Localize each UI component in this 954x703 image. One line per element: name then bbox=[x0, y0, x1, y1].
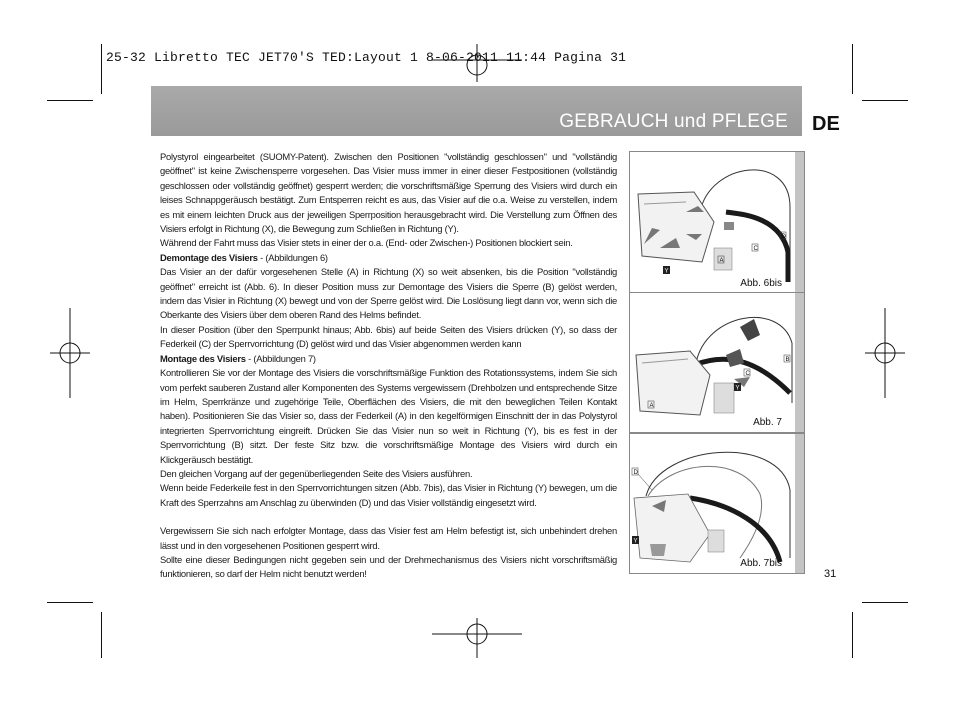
paragraph: Vergewissern Sie sich nach erfolgter Montage, dass das Visier fest am Helm befestigt ist, sich unbehindert drehen lässt und in den vorgesehenen Positionen gesperrt wird. bbox=[160, 525, 617, 551]
figure-caption: Abb. 7 bbox=[753, 417, 782, 428]
registration-mark-left bbox=[50, 308, 90, 398]
figure-caption: Abb. 6bis bbox=[740, 278, 782, 289]
paragraph: Während der Fahrt muss das Visier stets in einer der o.a. (End- oder Zwischen-) Positionen blockiert sein. bbox=[160, 237, 573, 249]
subheading-demontage-title: Demontage des Visiers bbox=[160, 251, 258, 263]
figure-label-a: A bbox=[719, 258, 724, 264]
registration-mark-bottom bbox=[432, 618, 522, 658]
paragraph: Kontrollieren Sie vor der Montage des Visiers die vorschriftsmäßige Funktion des Rotationssystems, indem Sie sich vom perfekt sauberen Zustand aller Komponenten des Systems vergewissern (Drehbolzen und entsprechende Sitze im Helm, Sperrkränze und zugehörige Teile, Oberflächen des Visiers, die mit den beweglichen Teilen Kontakt haben). Positionieren Sie das Visier so, dass der Federkeil (A) in den kegelförmigen Einschnitt der in das Polystyrol integrierten Sperrvorrichtung eingreift. Drücken Sie das Visier nun so weit in Richtung (Y), bis es fest in der Sperrvorrichtung (B) sitzt. Der feste Sitz bzw. die vorschriftsmäßige Montage des Visiers wird durch ein Klickgeräusch bestätigt. bbox=[160, 367, 617, 465]
registration-mark-right bbox=[865, 308, 905, 398]
body-text bbox=[160, 150, 617, 582]
header-band bbox=[151, 86, 802, 136]
helmet-illustration-visor-removal bbox=[630, 152, 804, 293]
page-number: 31 bbox=[824, 568, 837, 580]
figure-label-c: C bbox=[745, 371, 750, 377]
figure-label-b: B bbox=[785, 357, 790, 363]
paragraph-gap bbox=[160, 510, 617, 524]
figure-caption: Abb. 7bis bbox=[740, 558, 782, 569]
paragraph: Wenn beide Federkeile fest in den Sperrvorrichtungen sitzen (Abb. 7bis), das Visier in Richtung (Y) bewegen, um die Kraft des Sperrzahns am Anschlag zu überwinden (D) und das Visier vollständig eingesetzt wird. bbox=[160, 482, 617, 508]
subheading-montage-title: Montage des Visiers bbox=[160, 352, 246, 364]
subheading-demontage bbox=[160, 251, 617, 265]
figure-label-a: A bbox=[649, 403, 654, 409]
figure-abb-6bis bbox=[629, 151, 805, 294]
figure-label-d: D bbox=[633, 470, 638, 476]
helmet-illustration-visor-locked bbox=[630, 434, 804, 573]
section-title: GEBRAUCH und PFLEGE bbox=[559, 111, 788, 132]
crop-mark-tl-vertical bbox=[101, 44, 102, 94]
figure-label-y: Y bbox=[664, 268, 669, 275]
crop-mark-bl-horizontal bbox=[47, 602, 93, 603]
printer-slug: 25-32 Libretto TEC JET70'S TED:Layout 1 8-06-2011 11:44 Pagina 31 bbox=[106, 50, 627, 65]
subheading-montage-ref: - (Abbildungen 7) bbox=[245, 352, 316, 364]
crop-mark-tr-vertical bbox=[852, 44, 853, 94]
figure-abb-7bis bbox=[629, 433, 805, 574]
figure-label-y: Y bbox=[633, 538, 638, 545]
paragraph: Das Visier an der dafür vorgesehenen Stelle (A) in Richtung (X) so weit absenken, bis die Position "vollständig geöffnet" erreicht ist (Abb. 6). In dieser Position muss zur Demontage des Visiers die Sperre (B) gelöst werden, indem das Visier in Richtung (X) bewegt und von der Sperre gelöst wird. Die Loslösung liegt dann vor, wenn sich die Oberkante des Visiers über dem oberen Rand des Helms befindet. bbox=[160, 266, 617, 321]
crop-mark-br-horizontal bbox=[862, 602, 908, 603]
language-code: DE bbox=[812, 113, 840, 135]
paragraph: Polystyrol eingearbeitet (SUOMY-Patent). Zwischen den Positionen "vollständig geschlossen" und "vollständig geöffnet" ist keine Zwischensperre vorgesehen. Das Visier muss immer in einer dieser Festpositionen (vollständig geschlossen oder vollständig geöffnet) gesperrt werden; die vorschriftsmäßige Sperrung des Visiers wird durch ein leises Schnappgeräusch bestätigt. Zum Entsperren reicht es aus, das Visier auf die o.a. Weise zu verstellen, indem es mit einem leichten Druck aus der jeweiligen Sperrposition herausgebracht wird. Die Verstellung zum Öffnen des Visiers erfolgt in Richtung (X), die Bewegung zum Schließen in Richtung (Y). bbox=[160, 151, 617, 235]
registration-mark-top bbox=[432, 38, 522, 82]
crop-mark-tl-horizontal bbox=[47, 100, 93, 101]
helmet-illustration-visor-mounting bbox=[630, 293, 804, 432]
subheading-demontage-ref: - (Abbildungen 6) bbox=[257, 251, 328, 263]
paragraph: In dieser Position (über den Sperrpunkt hinaus; Abb. 6bis) auf beide Seiten des Visiers drücken (Y), so dass der Federkeil (C) der Sperrvorrichtung (D) gelöst wird und das Visier abgenommen werden kann bbox=[160, 323, 617, 350]
figure-label-y: Y bbox=[735, 385, 740, 392]
paragraph: Den gleichen Vorgang auf der gegenüberliegenden Seite des Visiers ausführen. bbox=[160, 467, 473, 479]
paragraph: Sollte eine dieser Bedingungen nicht gegeben sein und der Drehmechanismus des Visiers nicht vorschriftsmäßig funktionieren, so darf der Helm nicht benutzt werden! bbox=[160, 553, 617, 580]
figure-abb-7 bbox=[629, 292, 805, 433]
crop-mark-tr-horizontal bbox=[862, 100, 908, 101]
figure-label-d: D bbox=[781, 234, 786, 240]
crop-mark-br-vertical bbox=[852, 612, 853, 658]
crop-mark-bl-vertical bbox=[101, 612, 102, 658]
figure-label-c: C bbox=[753, 246, 758, 252]
subheading-montage bbox=[160, 352, 617, 366]
